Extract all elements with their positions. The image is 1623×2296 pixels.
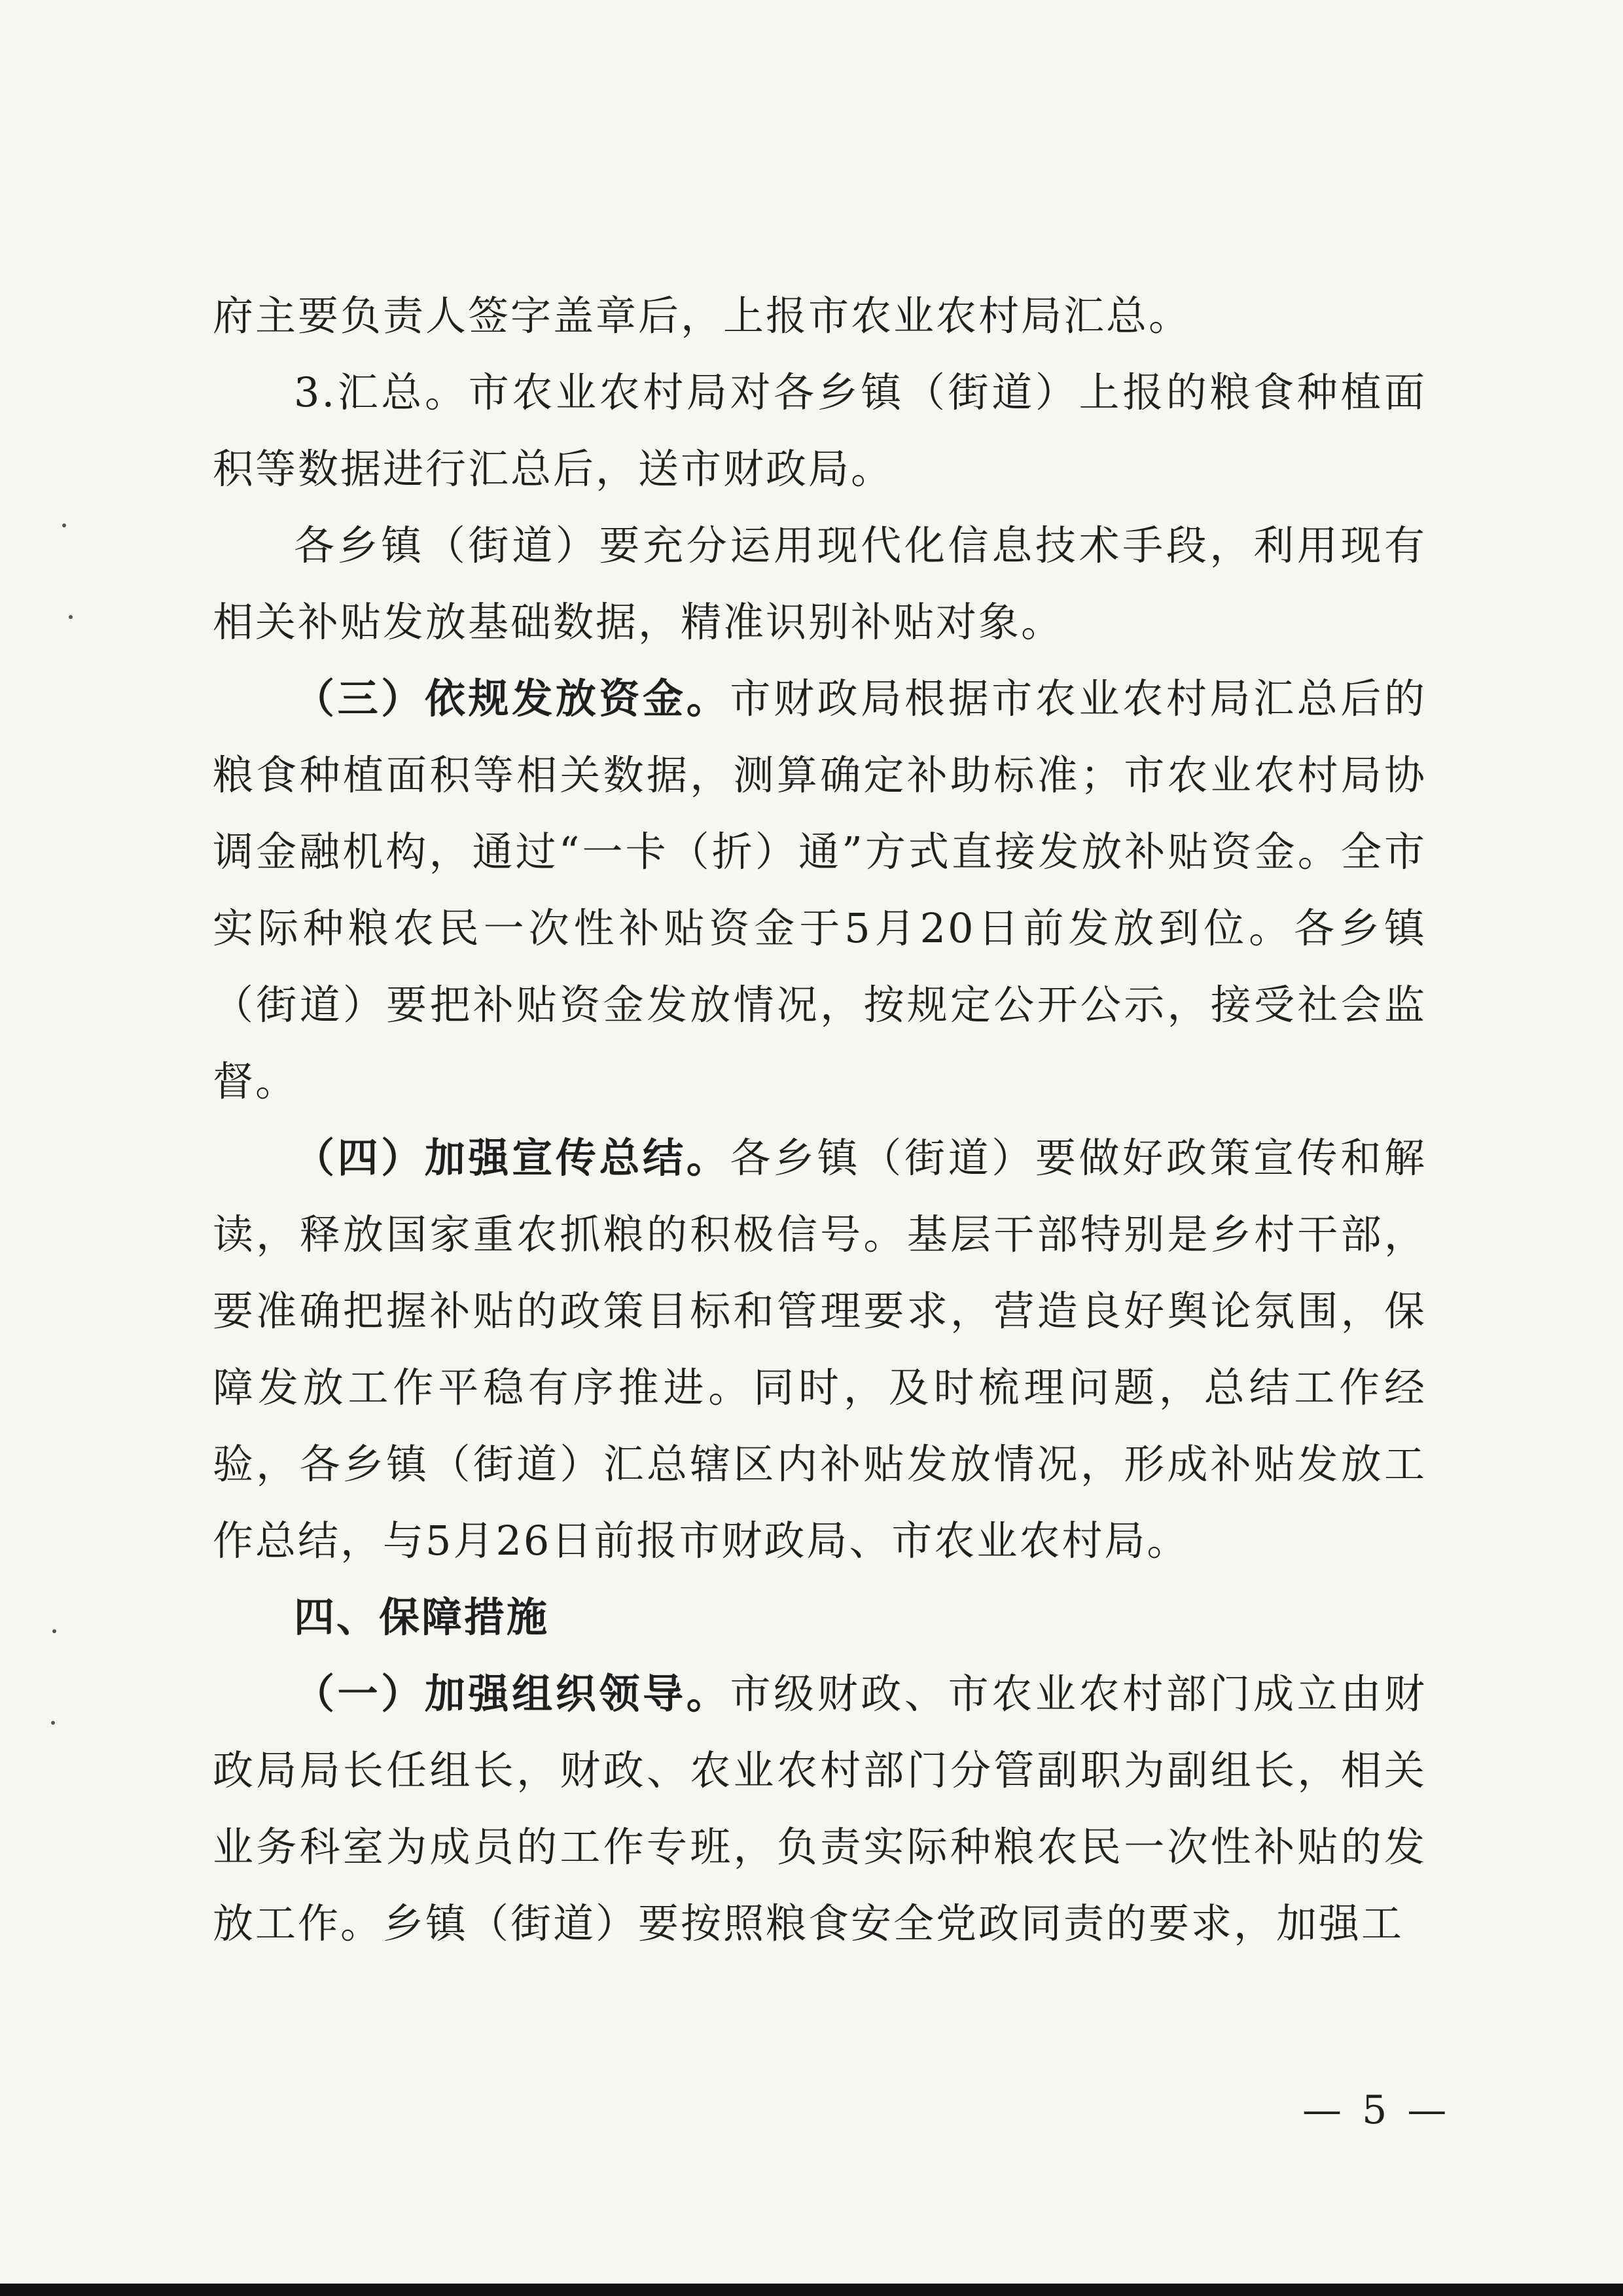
scan-bottom-edge (0, 2284, 1623, 2296)
section-heading-4-text: 四、保障措施 (294, 1593, 550, 1641)
paragraph-3 (213, 507, 1427, 660)
paragraph-6 (213, 1655, 1427, 1962)
body-text (213, 277, 1427, 1962)
paragraph-1 (213, 277, 1427, 354)
paragraph-5-lead: （四）加强宣传总结。 (294, 1134, 730, 1182)
paragraph-5-text: 各乡镇（街道）要做好政策宣传和解读，释放国家重农抓粮的积极信号。基层干部特别是乡村干部，要准确把握补贴的政策目标和管理要求，营造良好舆论氛围，保障发放工作平稳有序推进。同时，及时梳理问题，总结工作经验，各乡镇（街道）汇总辖区内补贴发放情况，形成补贴发放工作总结，与5月26日前报市财政局、市农业农村局。 (213, 1134, 1427, 1564)
paragraph-4-text: 市财政局根据市农业农村局汇总后的粮食种植面积等相关数据，测算确定补助标准；市农业农村局协调金融机构，通过“一卡（折）通”方式直接发放补贴资金。全市实际种粮农民一次性补贴资金于5月20日前发放到位。各乡镇（街道）要把补贴资金发放情况，按规定公开公示，接受社会监督。 (213, 675, 1427, 1105)
paragraph-2 (213, 354, 1427, 507)
scan-speck (69, 615, 73, 619)
paragraph-4-lead: （三）依规发放资金。 (294, 675, 730, 722)
paragraph-1-text: 府主要负责人签字盖章后，上报市农业农村局汇总。 (213, 292, 1192, 340)
scan-speck (52, 1629, 56, 1633)
paragraph-2-text: 3.汇总。市农业农村局对各乡镇（街道）上报的粮食种植面积等数据进行汇总后，送市财政局。 (213, 368, 1427, 493)
paragraph-4 (213, 660, 1427, 1120)
paragraph-6-text: 市级财政、市农业农村部门成立由财政局局长任组长，财政、农业农村部门分管副职为副组长，相关业务科室为成员的工作专班，负责实际种粮农民一次性补贴的发放工作。乡镇（街道）要按照粮食安全党政同责的要求，加强工 (213, 1670, 1427, 1947)
paragraph-6-lead: （一）加强组织领导。 (294, 1670, 730, 1718)
paragraph-5 (213, 1120, 1427, 1579)
page-number: — 5 — (1302, 2087, 1451, 2133)
scan-speck (51, 1721, 55, 1725)
paragraph-3-text: 各乡镇（街道）要充分运用现代化信息技术手段，利用现有相关补贴发放基础数据，精准识别补贴对象。 (213, 521, 1427, 646)
section-heading-4 (213, 1579, 1427, 1655)
scan-speck (62, 523, 66, 527)
